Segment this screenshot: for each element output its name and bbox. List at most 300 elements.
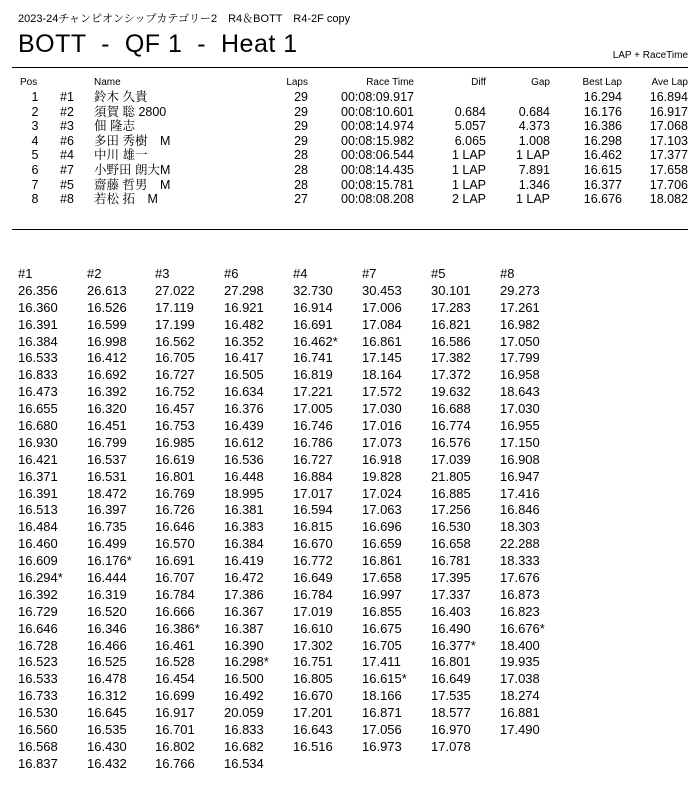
lap-time-cell: 16.705 (362, 637, 402, 653)
lap-time-cell: 16.386* (155, 620, 200, 636)
result-driver-name: 小野田 朗大M (94, 162, 171, 177)
result-laps: 28 (294, 148, 308, 163)
lap-time-cell: 17.337 (431, 586, 471, 602)
lap-column-header: #8 (500, 266, 515, 281)
lap-time-cell: 16.439 (224, 418, 264, 434)
lap-time-cell: 16.727 (155, 367, 195, 383)
lap-time-cell: 18.577 (431, 705, 471, 721)
lap-column (224, 266, 294, 773)
lap-time-cell: 17.084 (362, 316, 402, 332)
lap-time-cell: 18.472 (87, 485, 127, 501)
lap-time-cell: 21.805 (431, 468, 471, 484)
lap-time-cell: 16.392 (87, 384, 127, 400)
lap-time-cell: 16.666 (155, 603, 195, 619)
result-laps: 28 (294, 162, 308, 177)
lap-time-cell: 16.478 (87, 671, 127, 687)
lap-time-cell: 26.613 (87, 282, 127, 298)
lap-time-cell: 16.998 (87, 333, 127, 349)
col-header-best-lap: Best Lap (582, 77, 622, 88)
lap-time-cell: 16.454 (155, 671, 195, 687)
result-best-lap: 16.386 (583, 119, 622, 134)
result-kart-number: #4 (60, 148, 74, 163)
result-race-time: 00:08:10.601 (341, 104, 414, 119)
result-laps: 28 (294, 177, 308, 192)
result-driver-name: 若松 拓 M (94, 192, 158, 207)
result-driver-name: 中川 雄一 (94, 148, 148, 163)
lap-time-cell: 16.421 (18, 451, 58, 467)
lap-time-cell: 16.774 (431, 418, 471, 434)
lap-time-cell: 16.914 (293, 299, 333, 315)
lap-time-cell: 16.801 (431, 654, 471, 670)
result-ave-lap: 17.103 (649, 133, 688, 148)
result-gap: 0.684 (518, 104, 550, 119)
lap-time-cell: 16.649 (293, 570, 333, 586)
lap-time-cell: 16.294* (18, 570, 63, 586)
lap-time-cell: 16.472 (224, 570, 264, 586)
result-kart-number: #7 (60, 162, 74, 177)
result-row (0, 192, 700, 207)
lap-time-cell: 26.356 (18, 282, 58, 298)
result-gap: 1.008 (518, 133, 550, 148)
lap-time-cell: 17.283 (431, 299, 471, 315)
lap-time-cell: 16.680 (18, 418, 58, 434)
lap-time-cell: 16.727 (293, 451, 333, 467)
lap-time-cell: 17.078 (431, 738, 471, 754)
lap-time-cell: 16.741 (293, 350, 333, 366)
lap-time-cell: 16.871 (362, 705, 402, 721)
result-pos: 6 (31, 162, 39, 177)
lap-column (500, 266, 570, 739)
result-ave-lap: 17.377 (649, 148, 688, 163)
lap-time-cell: 16.921 (224, 299, 264, 315)
lap-time-cell: 16.417 (224, 350, 264, 366)
lap-time-cell: 16.319 (87, 586, 127, 602)
lap-time-cell: 18.995 (224, 485, 264, 501)
lap-time-cell: 16.533 (18, 350, 58, 366)
result-race-time: 00:08:15.982 (341, 133, 414, 148)
lap-time-cell: 27.298 (224, 282, 264, 298)
lap-time-cell: 16.781 (431, 553, 471, 569)
lap-time-cell: 16.752 (155, 384, 195, 400)
lap-column (293, 266, 363, 756)
lap-time-cell: 16.387 (224, 620, 264, 636)
lap-time-cell: 17.535 (431, 688, 471, 704)
lap-time-cell: 16.482 (224, 316, 264, 332)
lap-time-cell: 16.520 (87, 603, 127, 619)
result-row (0, 134, 700, 149)
result-best-lap: 16.294 (583, 90, 622, 104)
lap-time-cell: 18.303 (500, 519, 540, 535)
lap-time-cell: 16.728 (18, 637, 58, 653)
lap-time-cell: 16.649 (431, 671, 471, 687)
lap-time-cell: 16.500 (224, 671, 264, 687)
result-laps: 29 (294, 133, 308, 148)
lap-time-cell: 16.819 (293, 367, 333, 383)
lap-time-cell: 16.670 (293, 536, 333, 552)
lap-time-cell: 16.659 (362, 536, 402, 552)
lap-time-cell: 16.918 (362, 451, 402, 467)
lap-time-cell: 17.119 (155, 299, 194, 315)
lap-column (431, 266, 501, 756)
lap-time-cell: 30.101 (431, 282, 471, 298)
lap-time-cell: 17.658 (362, 570, 402, 586)
lap-time-cell: 30.453 (362, 282, 402, 298)
result-gap: 7.891 (518, 162, 550, 177)
result-pos: 3 (31, 119, 39, 134)
lap-time-cell: 16.861 (362, 333, 402, 349)
lap-time-cell: 16.802 (155, 738, 195, 754)
report-title: BOTT - QF 1 - Heat 1 (18, 30, 298, 58)
lap-time-cell: 16.612 (224, 434, 264, 450)
result-race-time: 00:08:08.208 (341, 192, 414, 207)
result-race-time: 00:08:14.974 (341, 119, 414, 134)
result-gap: 4.373 (518, 119, 550, 134)
results-body (0, 90, 700, 207)
lap-time-cell: 16.955 (500, 418, 540, 434)
lap-time-cell: 16.873 (500, 586, 540, 602)
lap-time-cell: 16.982 (500, 316, 540, 332)
lap-time-cell: 16.823 (500, 603, 540, 619)
lap-time-cell: 27.022 (155, 282, 195, 298)
lap-time-cell: 16.655 (18, 401, 58, 417)
lap-time-cell: 20.059 (224, 705, 264, 721)
result-row (0, 90, 700, 105)
lap-column-header: #3 (155, 266, 170, 281)
result-best-lap: 16.377 (583, 177, 622, 192)
lap-time-cell: 16.490 (431, 620, 471, 636)
result-kart-number: #1 (60, 90, 74, 104)
lap-time-cell: 19.632 (431, 384, 471, 400)
result-pos: 7 (31, 177, 39, 192)
lap-time-cell: 16.530 (18, 705, 58, 721)
lap-time-cell: 17.030 (500, 401, 540, 417)
lap-time-cell: 16.973 (362, 738, 402, 754)
lap-time-cell: 16.562 (155, 333, 195, 349)
lap-time-cell: 16.516 (293, 738, 333, 754)
result-diff: 1 LAP (451, 148, 486, 163)
lap-time-cell: 16.432 (87, 755, 127, 771)
result-diff: 5.057 (454, 119, 486, 134)
result-diff: 1 LAP (451, 162, 486, 177)
lap-time-cell: 16.384 (224, 536, 264, 552)
lap-time-cell: 16.675 (362, 620, 402, 636)
lap-time-cell: 16.769 (155, 485, 195, 501)
lap-time-cell: 16.786 (293, 434, 333, 450)
lap-time-cell: 18.400 (500, 637, 540, 653)
lap-time-cell: 16.881 (500, 705, 540, 721)
lap-time-cell: 16.570 (155, 536, 195, 552)
lap-time-cell: 16.383 (224, 519, 264, 535)
lap-time-cell: 16.461 (155, 637, 195, 653)
lap-time-cell: 16.360 (18, 299, 58, 315)
lap-time-cell: 16.970 (431, 722, 471, 738)
result-race-time: 00:08:09.917 (341, 90, 414, 104)
lap-time-cell: 16.805 (293, 671, 333, 687)
result-kart-number: #2 (60, 104, 74, 119)
result-best-lap: 16.176 (583, 104, 622, 119)
section-divider (12, 229, 688, 230)
lap-time-cell: 17.039 (431, 451, 471, 467)
result-ave-lap: 16.917 (649, 104, 688, 119)
lap-time-cell: 16.403 (431, 603, 471, 619)
lap-time-cell: 16.530 (431, 519, 471, 535)
col-header-race-time: Race Time (366, 77, 414, 88)
lap-time-cell: 17.411 (362, 654, 401, 670)
lap-time-cell: 16.473 (18, 384, 58, 400)
lap-time-cell: 16.352 (224, 333, 264, 349)
lap-time-cell: 16.451 (87, 418, 127, 434)
lap-time-cell: 16.846 (500, 502, 540, 518)
lap-column (87, 266, 157, 773)
lap-time-cell: 16.682 (224, 738, 264, 754)
lap-time-cell: 16.885 (431, 485, 471, 501)
lap-time-cell: 18.274 (500, 688, 540, 704)
lap-time-cell: 16.391 (18, 485, 58, 501)
lap-time-cell: 17.221 (293, 384, 333, 400)
lap-time-cell: 16.609 (18, 553, 58, 569)
lap-time-cell: 17.016 (362, 418, 402, 434)
lap-time-cell: 16.676* (500, 620, 545, 636)
lap-time-cell: 16.531 (87, 468, 127, 484)
lap-time-cell: 16.833 (224, 722, 264, 738)
result-race-time: 00:08:06.544 (341, 148, 414, 163)
result-gap: 1.346 (518, 177, 550, 192)
lap-time-cell: 16.837 (18, 755, 58, 771)
lap-time-cell: 17.017 (293, 485, 333, 501)
lap-time-cell: 16.784 (293, 586, 333, 602)
result-ave-lap: 16.894 (649, 90, 688, 104)
lap-time-cell: 17.261 (500, 299, 540, 315)
lap-time-cell: 16.699 (155, 688, 195, 704)
col-header-pos: Pos (20, 77, 38, 88)
lap-time-cell: 17.676 (500, 570, 540, 586)
lap-time-cell: 16.499 (87, 536, 127, 552)
result-pos: 2 (31, 104, 39, 119)
lap-time-cell: 18.643 (500, 384, 540, 400)
lap-time-cell: 17.490 (500, 722, 540, 738)
col-header-diff: Diff (471, 77, 486, 88)
lap-time-cell: 16.634 (224, 384, 264, 400)
lap-time-cell: 16.448 (224, 468, 264, 484)
lap-time-cell: 16.930 (18, 434, 58, 450)
lap-time-cell: 16.505 (224, 367, 264, 383)
lap-time-cell: 16.460 (18, 536, 58, 552)
lap-time-cell: 16.691 (155, 553, 195, 569)
lap-column-header: #2 (87, 266, 102, 281)
result-diff: 2 LAP (451, 192, 486, 207)
lap-time-cell: 16.371 (18, 468, 58, 484)
lap-time-cell: 16.526 (87, 299, 127, 315)
lap-time-cell: 16.384 (18, 333, 58, 349)
lap-time-cell: 18.333 (500, 553, 540, 569)
lap-time-cell: 16.729 (18, 603, 58, 619)
result-ave-lap: 17.706 (649, 177, 688, 192)
lap-time-cell: 16.484 (18, 519, 58, 535)
lap-time-cell: 18.164 (362, 367, 402, 383)
lap-time-cell: 16.772 (293, 553, 333, 569)
lap-time-cell: 16.397 (87, 502, 127, 518)
result-row (0, 178, 700, 193)
lap-time-cell: 17.372 (431, 367, 471, 383)
header-divider (12, 67, 688, 68)
lap-time-cell: 16.908 (500, 451, 540, 467)
result-laps: 29 (294, 104, 308, 119)
lap-time-cell: 16.707 (155, 570, 195, 586)
lap-column (362, 266, 432, 756)
lap-time-cell: 16.735 (87, 519, 127, 535)
lap-time-cell: 17.572 (362, 384, 402, 400)
lap-time-cell: 16.377* (431, 637, 476, 653)
lap-time-cell: 16.367 (224, 603, 264, 619)
lap-time-cell: 17.019 (293, 603, 333, 619)
lap-time-cell: 16.784 (155, 586, 195, 602)
lap-column (155, 266, 225, 773)
lap-time-cell: 16.391 (18, 316, 58, 332)
lap-time-cell: 17.056 (362, 722, 402, 738)
lap-time-cell: 16.466 (87, 637, 127, 653)
lap-time-cell: 16.696 (362, 519, 402, 535)
report-subtitle: 2023-24チャンピオンシップカテゴリー2 R4＆BOTT R4-2F copy (18, 13, 351, 25)
lap-time-cell: 16.599 (87, 316, 127, 332)
lap-time-cell: 16.751 (293, 654, 333, 670)
lap-time-cell: 16.619 (155, 451, 195, 467)
lap-time-cell: 16.884 (293, 468, 333, 484)
result-laps: 29 (294, 119, 308, 134)
lap-time-cell: 16.381 (224, 502, 264, 518)
lap-time-cell: 16.643 (293, 722, 333, 738)
lap-time-cell: 16.320 (87, 401, 127, 417)
lap-time-cell: 16.958 (500, 367, 540, 383)
result-kart-number: #5 (60, 177, 74, 192)
results-table (0, 76, 700, 207)
lap-time-cell: 16.457 (155, 401, 195, 417)
result-laps: 27 (294, 192, 308, 207)
col-header-ave-lap: Ave Lap (651, 77, 688, 88)
lap-time-cell: 16.176* (87, 553, 132, 569)
result-laps: 29 (294, 90, 308, 104)
col-header-name: Name (94, 77, 121, 88)
lap-time-cell: 17.050 (500, 333, 540, 349)
lap-time-cell: 29.273 (500, 282, 540, 298)
result-row (0, 119, 700, 134)
lap-time-cell: 16.801 (155, 468, 195, 484)
lap-column-header: #5 (431, 266, 446, 281)
lap-time-cell: 16.610 (293, 620, 333, 636)
lap-time-cell: 19.935 (500, 654, 540, 670)
result-kart-number: #3 (60, 119, 74, 134)
lap-time-cell: 16.645 (87, 705, 127, 721)
lap-time-cell: 17.073 (362, 434, 402, 450)
lap-time-cell: 16.821 (431, 316, 471, 332)
lap-time-cell: 16.528 (155, 654, 195, 670)
lap-column-header: #6 (224, 266, 239, 281)
result-driver-name: 多田 秀樹 M (94, 133, 171, 148)
result-ave-lap: 17.658 (649, 162, 688, 177)
result-row (0, 148, 700, 163)
lap-time-cell: 17.395 (431, 570, 471, 586)
report-type-label: LAP + RaceTime (612, 50, 688, 61)
lap-time-cell: 16.985 (155, 434, 195, 450)
lap-time-cell: 16.815 (293, 519, 333, 535)
lap-time-cell: 16.392 (18, 586, 58, 602)
lap-time-cell: 16.658 (431, 536, 471, 552)
lap-time-cell: 16.753 (155, 418, 195, 434)
lap-time-cell: 17.799 (500, 350, 540, 366)
lap-time-cell: 16.536 (224, 451, 264, 467)
lap-time-cell: 16.390 (224, 637, 264, 653)
lap-time-cell: 16.705 (155, 350, 195, 366)
result-row (0, 105, 700, 120)
result-pos: 4 (31, 133, 39, 148)
lap-time-cell: 16.535 (87, 722, 127, 738)
result-pos: 5 (31, 148, 39, 163)
lap-time-cell: 17.005 (293, 401, 333, 417)
lap-time-cell: 16.861 (362, 553, 402, 569)
col-header-gap: Gap (531, 77, 550, 88)
lap-time-cell: 16.692 (87, 367, 127, 383)
lap-time-cell: 16.523 (18, 654, 58, 670)
result-diff: 0.684 (454, 104, 486, 119)
lap-time-cell: 16.833 (18, 367, 58, 383)
lap-time-cell: 16.947 (500, 468, 540, 484)
result-pos: 1 (31, 90, 39, 104)
lap-time-cell: 17.416 (500, 485, 540, 501)
lap-time-cell: 16.701 (155, 722, 195, 738)
lap-time-cell: 16.560 (18, 722, 58, 738)
lap-time-cell: 16.492 (224, 688, 264, 704)
lap-time-cell: 16.312 (87, 688, 127, 704)
result-row (0, 163, 700, 178)
lap-time-cell: 16.444 (87, 570, 127, 586)
lap-time-cell: 17.150 (500, 434, 540, 450)
lap-time-cell: 16.534 (224, 755, 264, 771)
result-diff: 6.065 (454, 133, 486, 148)
result-driver-name: 齋藤 哲男 M (94, 177, 171, 192)
lap-time-cell: 16.688 (431, 401, 471, 417)
lap-time-cell: 17.201 (293, 705, 333, 721)
result-gap: 1 LAP (515, 148, 550, 163)
lap-time-cell: 17.024 (362, 485, 402, 501)
lap-time-cell: 16.646 (18, 620, 58, 636)
result-diff: 1 LAP (451, 177, 486, 192)
result-race-time: 00:08:15.781 (341, 177, 414, 192)
lap-time-cell: 17.302 (293, 637, 333, 653)
lap-time-cell: 16.525 (87, 654, 127, 670)
lap-time-cell: 19.828 (362, 468, 402, 484)
lap-time-cell: 16.419 (224, 553, 264, 569)
lap-time-cell: 17.199 (155, 316, 195, 332)
lap-time-cell: 16.376 (224, 401, 264, 417)
lap-time-cell: 16.746 (293, 418, 333, 434)
result-best-lap: 16.462 (583, 148, 622, 163)
lap-time-cell: 18.166 (362, 688, 402, 704)
lap-time-cell: 17.382 (431, 350, 471, 366)
lap-time-cell: 17.030 (362, 401, 402, 417)
lap-time-cell: 17.006 (362, 299, 402, 315)
result-race-time: 00:08:14.435 (341, 162, 414, 177)
lap-time-cell: 16.733 (18, 688, 58, 704)
lap-time-cell: 16.691 (293, 316, 333, 332)
result-best-lap: 16.615 (583, 162, 622, 177)
lap-time-cell: 16.766 (155, 755, 195, 771)
lap-time-cell: 16.533 (18, 671, 58, 687)
lap-time-cell: 16.997 (362, 586, 402, 602)
lap-time-cell: 16.568 (18, 738, 58, 754)
col-header-laps: Laps (286, 77, 308, 88)
lap-time-cell: 32.730 (293, 282, 333, 298)
result-ave-lap: 18.082 (649, 192, 688, 207)
lap-time-cell: 16.615* (362, 671, 407, 687)
